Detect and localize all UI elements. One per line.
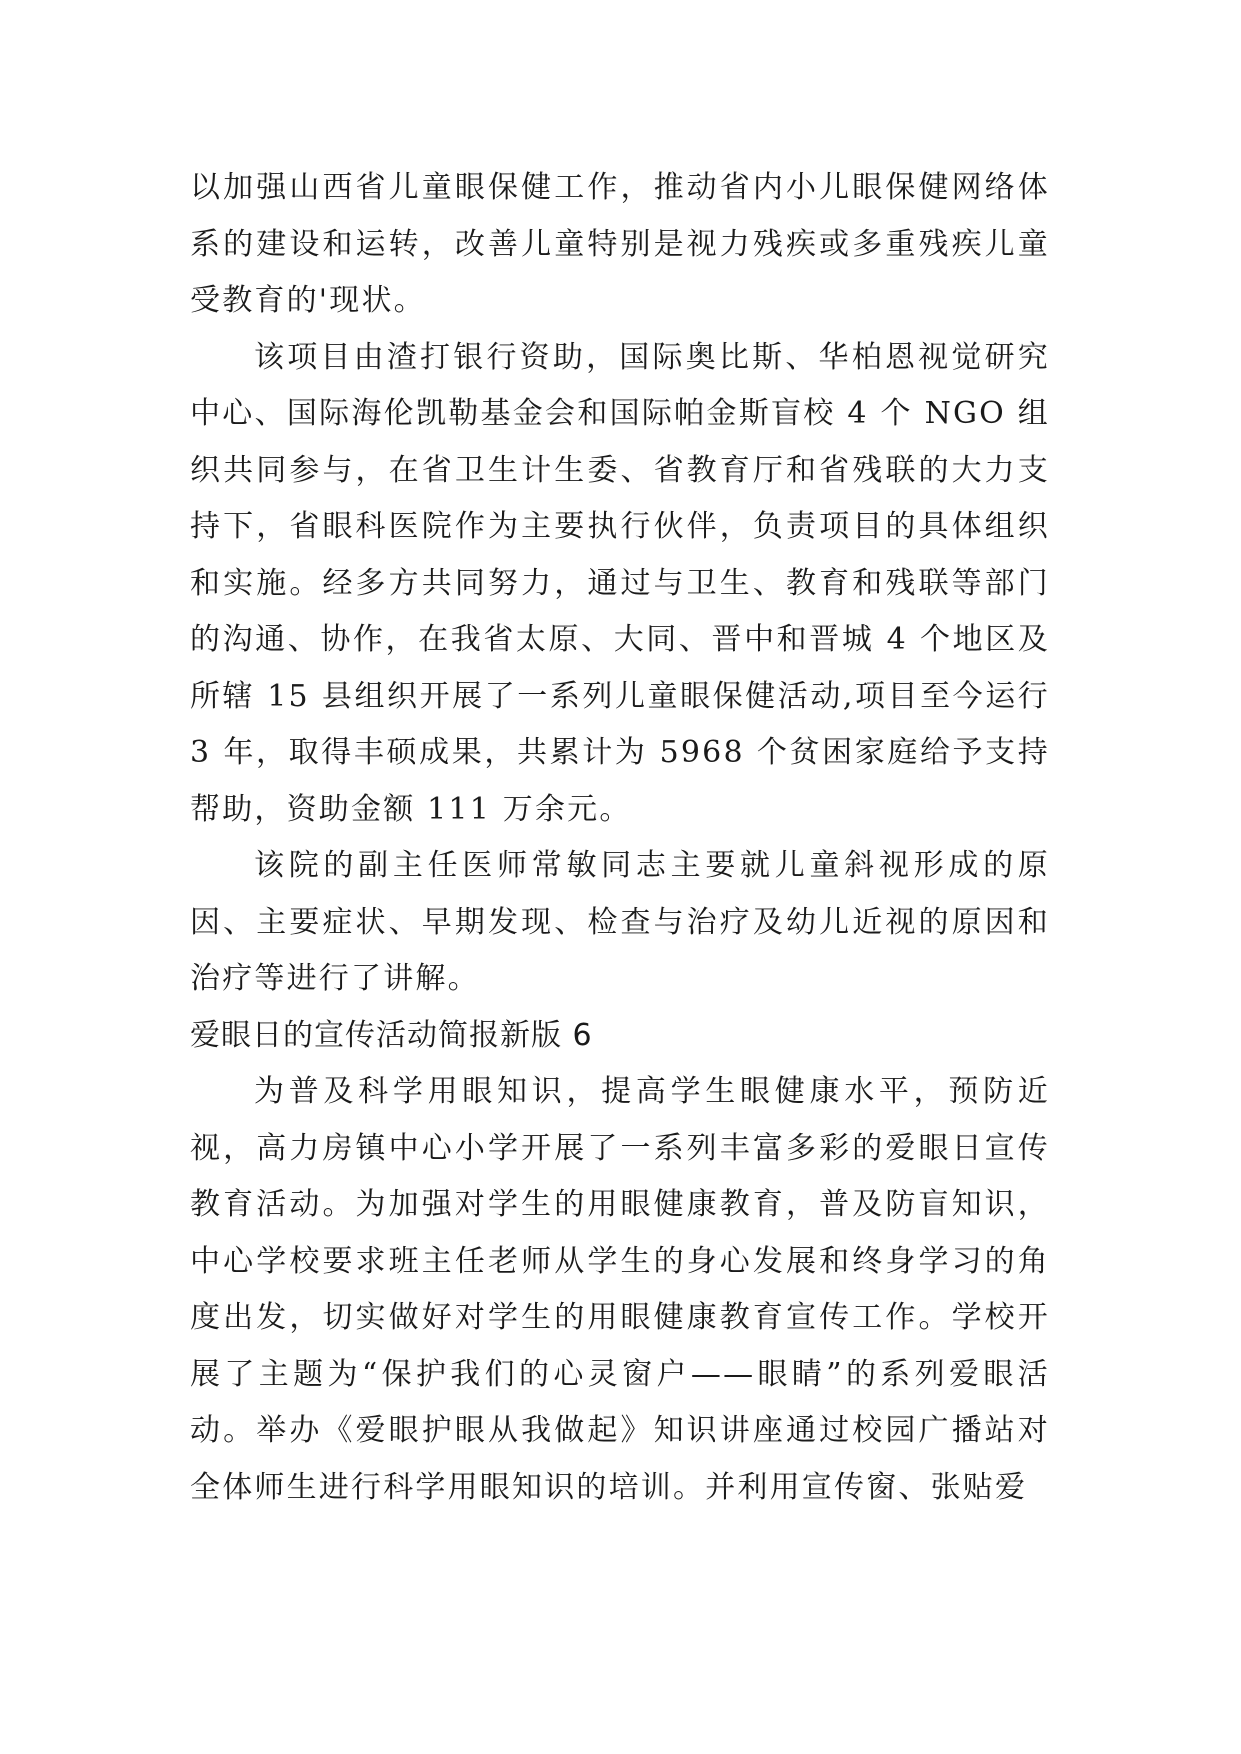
paragraph-lecture: 该院的副主任医师常敏同志主要就儿童斜视形成的原因、主要症状、早期发现、检查与治疗及幼儿近视的原因和治疗等进行了讲解。 <box>190 848 1050 996</box>
paragraph-project: 该项目由渣打银行资助，国际奥比斯、华柏恩视觉研究中心、国际海伦凯勒基金会和国际帕金斯盲校 4 个 NGO 组织共同参与，在省卫生计生委、省教育厅和省残联的大力支持下，省眼科医院作为主要执行伙伴，负责项目的具体组织和实施。经多方共同努力，通过与卫生、教育和残联等部门的沟通、协作，在我省太原、大同、晋中和晋城 4 个地区及所辖 15 县组织开展了一系列儿童眼保健活动,项目至今运行 3 年，取得丰硕成果，共累计为 5968 个贫困家庭给予支持帮助，资助金额 111 万余元。 <box>190 339 1050 827</box>
paragraph-continuation: 以加强山西省儿童眼保健工作，推动省内小儿眼保健网络体系的建设和运转，改善儿童特别是视力残疾或多重残疾儿童受教育的'现状。 <box>190 170 1050 318</box>
document-page <box>190 160 1050 1516</box>
paragraph-activity: 为普及科学用眼知识，提高学生眼健康水平，预防近视，高力房镇中心小学开展了一系列丰富多彩的爱眼日宣传教育活动。为加强对学生的用眼健康教育，普及防盲知识，中心学校要求班主任老师从学生的身心发展和终身学习的角度出发，切实做好对学生的用眼健康教育宣传工作。学校开展了主题为“保护我们的心灵窗户——眼睛”的系列爱眼活动。举办《爱眼护眼从我做起》知识讲座通过校园广播站对全体师生进行科学用眼知识的培训。并利用宣传窗、张贴爱 <box>190 1074 1050 1505</box>
section-heading: 爱眼日的宣传活动简报新版 6 <box>190 1017 593 1053</box>
